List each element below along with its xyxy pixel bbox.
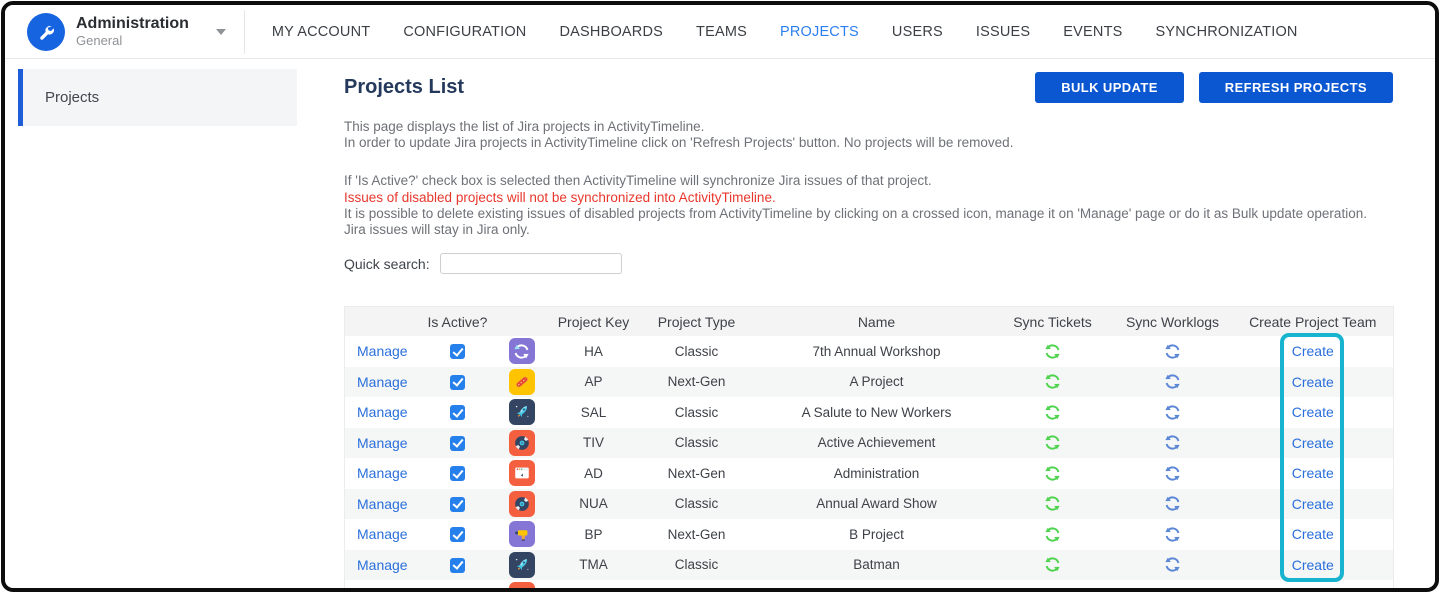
topbar-divider: [244, 10, 245, 54]
project-key-cell: NUA: [579, 496, 608, 512]
description-line: It is possible to delete existing issues of disabled projects from ActivityTimeline by clicking on a crossed icon, manage it on 'Manage' page or do it as Bulk update operation.: [344, 205, 1367, 221]
bulk-update-button[interactable]: BULK UPDATE: [1035, 72, 1184, 103]
manage-link[interactable]: Manage: [357, 434, 408, 451]
is-active-checkbox[interactable]: [450, 405, 465, 420]
is-active-checkbox[interactable]: [450, 436, 465, 451]
sync-tickets-icon[interactable]: [1044, 556, 1061, 573]
project-type-cell: Next-Gen: [667, 526, 726, 542]
sync-worklogs-icon[interactable]: [1164, 465, 1181, 482]
table-row: [345, 519, 1394, 550]
page-description: [344, 119, 1393, 151]
create-link[interactable]: Create: [1291, 495, 1334, 512]
topbar: [5, 5, 1435, 59]
sync-tickets-icon[interactable]: [1044, 495, 1061, 512]
projects-table: [344, 306, 1394, 592]
quick-search-label: Quick search:: [344, 255, 430, 272]
project-name-cell: 7th Annual Workshop: [812, 343, 941, 359]
nav-tab-events[interactable]: EVENTS: [1063, 23, 1123, 40]
table-row: [345, 367, 1394, 398]
nav-tab-synchronization[interactable]: SYNCHRONIZATION: [1155, 23, 1298, 40]
description-line: In order to update Jira projects in ActivityTimeline click on 'Refresh Projects' button. No projects will be removed.: [344, 135, 1014, 151]
table-row: [345, 397, 1394, 428]
wrench-icon: [36, 22, 56, 42]
app-switcher[interactable]: [5, 5, 226, 58]
red-vinyl-avatar-icon: [509, 491, 535, 517]
column-header-manage: [345, 307, 427, 337]
description-line: This page displays the list of Jira projects in ActivityTimeline.: [344, 119, 705, 134]
sync-tickets-icon[interactable]: [1044, 343, 1061, 360]
create-link[interactable]: Create: [1291, 526, 1334, 543]
column-header-is-active: Is Active?: [427, 307, 489, 337]
manage-link[interactable]: Manage: [357, 465, 408, 482]
red-vinyl-avatar-icon: [509, 582, 535, 592]
sync-tickets-icon[interactable]: [1044, 526, 1061, 543]
description-line: Jira issues will stay in Jira only.: [344, 222, 530, 238]
project-key-cell: [555, 580, 633, 592]
is-active-checkbox[interactable]: [450, 558, 465, 573]
sync-tickets-icon[interactable]: [1044, 373, 1061, 390]
column-header-sync-tickets: Sync Tickets: [993, 307, 1113, 337]
quick-search: [344, 252, 1393, 275]
column-header-avatar: [489, 307, 555, 337]
main-content: [344, 59, 1393, 592]
project-type-cell: Next-Gen: [667, 465, 726, 481]
purple-drill-avatar-icon: [509, 521, 535, 547]
column-header-project-type: Project Type: [633, 307, 761, 337]
top-nav: [272, 24, 1298, 40]
project-key-cell: AD: [584, 465, 603, 481]
is-active-checkbox[interactable]: [450, 527, 465, 542]
project-key-cell: AP: [584, 374, 603, 390]
project-type-cell: Classic: [674, 435, 719, 451]
project-key-cell: TMA: [579, 557, 608, 573]
manage-link[interactable]: Manage: [357, 373, 408, 390]
is-active-checkbox[interactable]: [450, 497, 465, 512]
sync-worklogs-icon[interactable]: [1164, 343, 1181, 360]
page-title: Projects List: [344, 76, 465, 98]
refresh-projects-button[interactable]: REFRESH PROJECTS: [1199, 72, 1393, 103]
sync-tickets-icon[interactable]: [1044, 434, 1061, 451]
manage-link[interactable]: Manage: [357, 556, 408, 573]
column-header-sync-worklogs: Sync Worklogs: [1113, 307, 1233, 337]
column-header-project-key: Project Key: [555, 307, 633, 337]
project-name-cell: Batman: [853, 557, 900, 573]
project-key-cell: SAL: [580, 404, 607, 420]
yellow-hotdog-avatar-icon: [509, 369, 535, 395]
project-key-cell: TIV: [582, 435, 604, 451]
create-link[interactable]: Create: [1291, 556, 1334, 573]
table-row: [345, 428, 1394, 459]
column-header-name: Name: [761, 307, 993, 337]
sync-worklogs-icon[interactable]: [1164, 526, 1181, 543]
sync-tickets-icon[interactable]: [1044, 465, 1061, 482]
sidebar-item-projects[interactable]: [18, 69, 297, 126]
project-type-cell: Classic: [674, 496, 719, 512]
nav-tab-dashboards[interactable]: DASHBOARDS: [559, 23, 664, 40]
app-subtitle: General: [76, 33, 123, 48]
table-row: [345, 336, 1394, 367]
create-link[interactable]: Create: [1291, 404, 1334, 421]
page-notes: [344, 173, 1393, 238]
manage-link[interactable]: Manage: [357, 343, 408, 360]
table-row: [345, 489, 1394, 520]
project-type-cell: [633, 580, 761, 592]
manage-link[interactable]: Manage: [357, 495, 408, 512]
project-name-cell: [761, 580, 993, 592]
nav-tab-projects[interactable]: PROJECTS: [779, 23, 859, 40]
project-name-cell: Annual Award Show: [816, 496, 937, 512]
project-type-cell: Classic: [674, 557, 719, 573]
project-type-cell: Classic: [674, 404, 719, 420]
create-link[interactable]: Create: [1291, 343, 1334, 360]
page-header: [344, 72, 1393, 103]
nav-tab-teams[interactable]: TEAMS: [696, 23, 747, 40]
project-key-cell: BP: [584, 526, 603, 542]
app-title: Administration: [76, 15, 189, 32]
warning-text: Issues of disabled projects will not be synchronized into ActivityTimeline.: [344, 189, 776, 205]
table-row-partial: [345, 580, 1394, 592]
create-link[interactable]: Create: [1291, 373, 1334, 390]
admin-logo: [27, 13, 65, 51]
nav-tab-configuration[interactable]: CONFIGURATION: [403, 23, 527, 40]
sync-worklogs-icon[interactable]: [1164, 434, 1181, 451]
sync-worklogs-icon[interactable]: [1164, 404, 1181, 421]
sync-worklogs-icon[interactable]: [1164, 556, 1181, 573]
project-key-cell: HA: [584, 343, 603, 359]
chevron-down-icon[interactable]: [216, 29, 226, 35]
project-type-cell: Next-Gen: [667, 374, 726, 390]
project-name-cell: A Project: [849, 374, 904, 390]
red-window-avatar-icon: [509, 460, 535, 486]
sync-worklogs-icon[interactable]: [1164, 373, 1181, 390]
quick-search-input[interactable]: [440, 253, 622, 274]
create-link[interactable]: Create: [1291, 434, 1334, 451]
manage-link[interactable]: Manage: [357, 404, 408, 421]
table-row: [345, 550, 1394, 581]
purple-sync-avatar-icon: [509, 338, 535, 364]
table-header-row: [345, 307, 1394, 337]
navy-rocket-avatar-icon: [509, 552, 535, 578]
column-header-create-project-team: Create Project Team: [1233, 307, 1394, 337]
sync-tickets-icon[interactable]: [1044, 404, 1061, 421]
project-name-cell: B Project: [849, 526, 904, 542]
nav-tab-my-account[interactable]: MY ACCOUNT: [271, 23, 371, 40]
is-active-checkbox[interactable]: [450, 466, 465, 481]
sidebar-item-label: Projects: [45, 89, 100, 106]
navy-rocket-avatar-icon: [509, 399, 535, 425]
project-name-cell: A Salute to New Workers: [801, 404, 952, 420]
app-window: [1, 1, 1439, 592]
nav-tab-issues[interactable]: ISSUES: [975, 23, 1031, 40]
table-row: [345, 458, 1394, 489]
create-link[interactable]: Create: [1291, 465, 1334, 482]
description-line: If 'Is Active?' check box is selected then ActivityTimeline will synchronize Jira issues of that project.: [344, 173, 932, 189]
project-name-cell: Administration: [833, 465, 920, 481]
project-type-cell: Classic: [674, 343, 719, 359]
is-active-checkbox[interactable]: [450, 344, 465, 359]
red-vinyl-avatar-icon: [509, 430, 535, 456]
nav-tab-users[interactable]: USERS: [891, 23, 943, 40]
manage-link[interactable]: Manage: [357, 526, 408, 543]
project-name-cell: Active Achievement: [817, 435, 936, 451]
is-active-checkbox[interactable]: [450, 375, 465, 390]
projects-table-wrap: [344, 306, 1393, 592]
sync-worklogs-icon[interactable]: [1164, 495, 1181, 512]
